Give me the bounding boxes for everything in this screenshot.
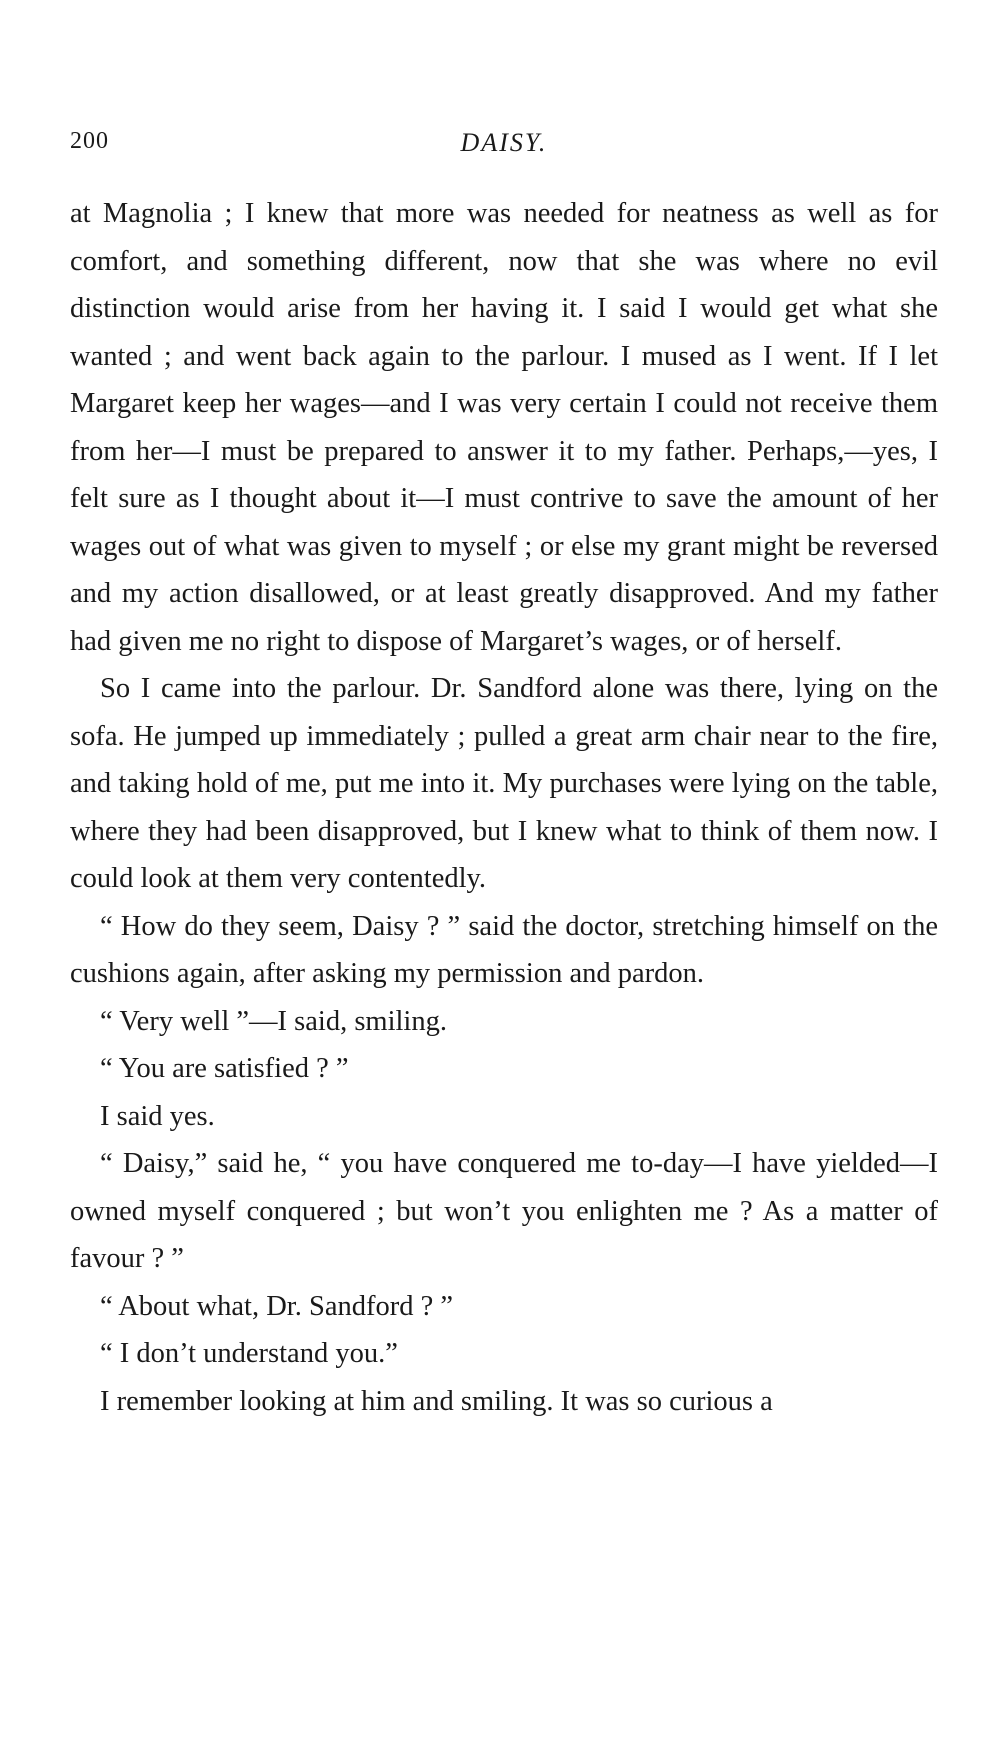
running-head: [70, 128, 938, 164]
page-number: 200: [70, 128, 109, 154]
running-title: DAISY.: [460, 128, 548, 157]
paragraph: I said yes.: [100, 1100, 215, 1132]
paragraph: “ I don’t understand you.”: [100, 1338, 398, 1369]
paragraph: So I came into the parlour. Dr. Sandford alone was there, lying on the sofa. He jumped up immediately ; pulled a great arm chair near to the fire, and taking hold of me, put me into it. My purchases were lying on the table, where they had been disapproved, but I knew what to think of them now. I could look at them very contentedly.: [70, 673, 938, 894]
paragraph: “ You are satisfied ? ”: [100, 1053, 349, 1084]
paragraph: “ About what, Dr. Sandford ? ”: [100, 1290, 454, 1322]
paragraph: “ Daisy,” said he, “ you have conquered me to-day—I have yielded—I owned myself conquered ; but won’t you enlighten me ? As a matter of favour ? ”: [70, 1148, 938, 1274]
paragraph-continued: at Magnolia ; I knew that more was needed for neatness as well as for comfort, and something different, now that she was where no evil distinction would arise from her having it. I said I would get what she wanted ; and went back again to the parlour. I mused as I went. If I let Margaret keep her wages—and I was very certain I could not receive them from her—I must be prepared to answer it to my father. Perhaps,—yes, I felt sure as I thought about it—I must contrive to save the amount of her wages out of what was given to myself ; or else my grant might be reversed and my action disallowed, or at least greatly disapproved. And my father had given me no right to dispose of Margaret’s wages, or of herself.: [70, 198, 938, 657]
paragraph: “ Very well ”—I said, smiling.: [100, 1005, 447, 1037]
paragraph: “ How do they seem, Daisy ? ” said the doctor, stretching himself on the cushions again, after asking my permission and pardon.: [70, 910, 938, 989]
body-text: [70, 190, 938, 1425]
paragraph: I remember looking at him and smiling. It was so curious a: [100, 1385, 773, 1417]
